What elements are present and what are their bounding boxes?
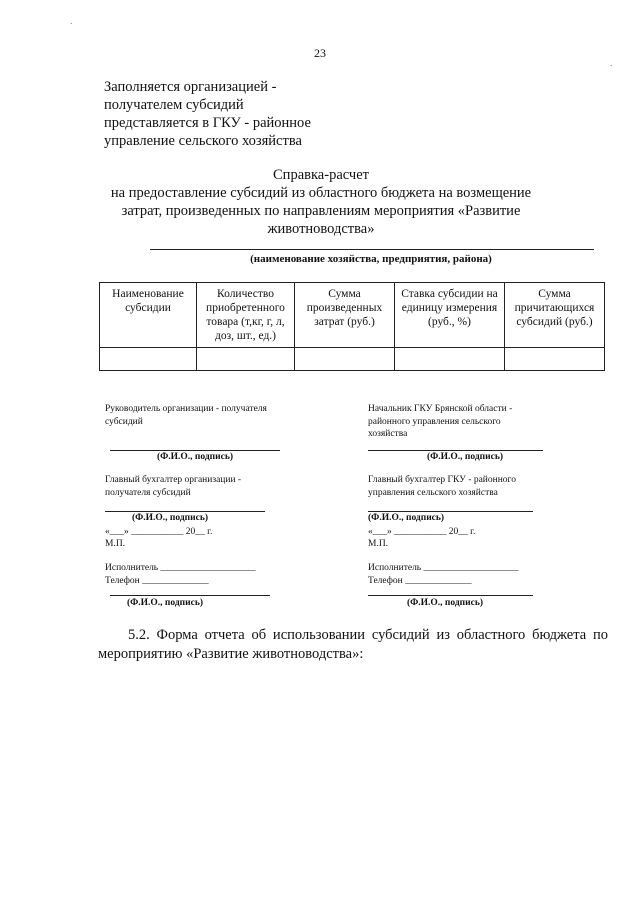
header-note-line: управление сельского хозяйства — [104, 133, 302, 149]
right-fio-caption-1: (Ф.И.О., подпись) — [426, 452, 504, 462]
right-head-title — [368, 403, 598, 441]
left-fio-caption-3: (Ф.И.О., подпись) — [126, 598, 204, 608]
column-header: Наименование субсидии — [100, 283, 197, 348]
header-note-line: представляется в ГКУ - районное — [104, 115, 311, 131]
left-date-line[interactable]: «___» ___________ 20__ г. — [105, 527, 213, 537]
table-cell[interactable] — [295, 348, 395, 371]
right-signature-line-1[interactable] — [368, 450, 543, 451]
left-executor[interactable]: Исполнитель ____________________ — [105, 563, 256, 573]
left-stamp: М.П. — [105, 539, 126, 549]
table-cell[interactable] — [395, 348, 505, 371]
left-accountant-title-line: получателя субсидий — [105, 487, 191, 498]
right-date-line[interactable]: «___» ___________ 20__ г. — [368, 527, 476, 537]
section-text: 5.2. Форма отчета об использовании субсидий из областного бюджета по мероприятию «Развитие животноводства»: — [98, 627, 608, 662]
header-note — [104, 78, 364, 150]
table-header-row — [100, 283, 605, 348]
title-line: затрат, произведенных по направлениям мероприятия «Развитие — [121, 203, 521, 219]
left-accountant-title-line: Главный бухгалтер организации - — [105, 475, 242, 485]
scan-mark: · — [610, 62, 613, 70]
right-head-title-line: районного управления сельского — [368, 416, 501, 427]
table-cell[interactable] — [197, 348, 295, 371]
right-executor[interactable]: Исполнитель ____________________ — [368, 563, 519, 573]
title-line: на предоставление субсидий из областного бюджета на возмещение — [110, 185, 532, 201]
name-caption: (наименование хозяйства, предприятия, района) — [250, 253, 492, 265]
column-header: Ставка субсидии на единицу измерения (руб., %) — [395, 283, 505, 348]
right-head-title-line: хозяйства — [368, 429, 408, 439]
right-head-title-line: Начальник ГКУ Брянской области - — [368, 404, 513, 414]
title-line: животноводства» — [267, 221, 375, 237]
left-head-title — [105, 403, 335, 428]
subsidy-table — [99, 282, 605, 371]
right-signature-line-2[interactable] — [368, 511, 533, 512]
page-number: 23 — [314, 46, 326, 60]
column-header: Сумма причитающихся субсидий (руб.) — [505, 283, 605, 348]
right-fio-caption-2: (Ф.И.О., подпись) — [368, 513, 445, 523]
header-note-line: получателем субсидий — [104, 97, 244, 113]
left-signature-line-1[interactable] — [110, 450, 280, 451]
header-note-line: Заполняется организацией - — [104, 79, 277, 95]
table-row — [100, 348, 605, 371]
right-accountant-title — [368, 474, 598, 499]
table-cell[interactable] — [505, 348, 605, 371]
right-stamp: М.П. — [368, 539, 389, 549]
left-fio-caption-1: (Ф.И.О., подпись) — [156, 452, 234, 462]
table-cell[interactable] — [100, 348, 197, 371]
left-signature-line-3[interactable] — [110, 595, 270, 596]
right-accountant-title-line: Главный бухгалтер ГКУ - районного — [368, 475, 516, 485]
name-line — [150, 249, 594, 250]
left-head-title-line: Руководитель организации - получателя — [105, 404, 267, 414]
title-heading: Справка-расчет — [273, 167, 369, 183]
left-fio-caption-2: (Ф.И.О., подпись) — [131, 513, 209, 523]
left-head-title-line: субсидий — [105, 416, 143, 427]
left-accountant-title — [105, 474, 335, 499]
column-header: Количество приобретенного товара (т,кг, г, л, доз, шт., ед.) — [197, 283, 295, 348]
column-header: Сумма произведенных затрат (руб.) — [295, 283, 395, 348]
right-fio-caption-3: (Ф.И.О., подпись) — [406, 598, 484, 608]
left-signature-line-2[interactable] — [105, 511, 265, 512]
right-signature-line-3[interactable] — [368, 595, 533, 596]
left-phone[interactable]: Телефон ______________ — [105, 576, 209, 586]
document-title — [110, 166, 532, 238]
right-accountant-title-line: управления сельского хозяйства — [368, 487, 498, 498]
right-phone[interactable]: Телефон ______________ — [368, 576, 472, 586]
scan-mark: · — [70, 20, 73, 28]
